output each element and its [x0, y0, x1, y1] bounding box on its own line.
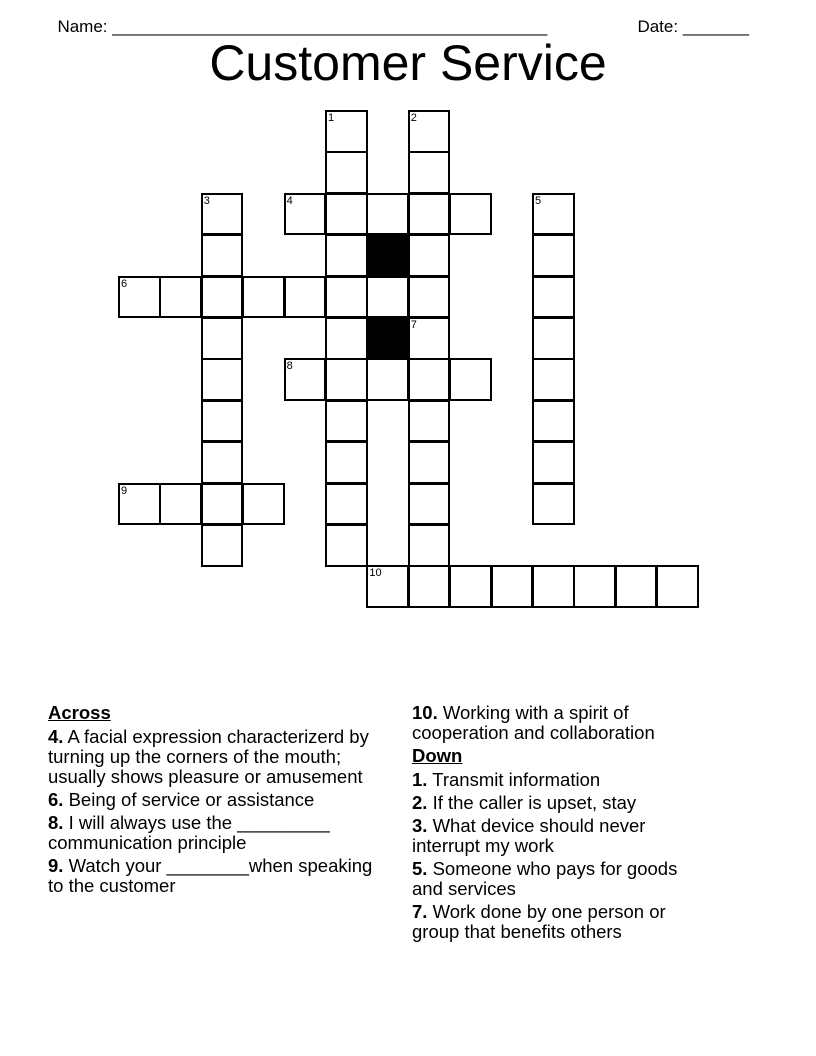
date-label: Date: [637, 17, 683, 36]
clue-number: 9 [121, 484, 128, 497]
answer-cell[interactable] [408, 565, 451, 608]
answer-cell[interactable] [201, 193, 244, 236]
across-heading: Across [48, 702, 111, 723]
answer-cell[interactable] [366, 193, 409, 236]
clue-across: 10. Working with a spirit of cooperation and collaboration [412, 702, 655, 743]
clue-down: 1. Transmit information [412, 769, 601, 790]
answer-cell[interactable] [325, 524, 368, 567]
answer-cell[interactable] [242, 276, 285, 319]
answer-cell[interactable] [201, 358, 244, 401]
answer-cell[interactable] [615, 565, 658, 608]
clue-number: 2 [410, 112, 417, 124]
answer-cell[interactable] [325, 441, 368, 484]
answer-cell[interactable] [201, 400, 244, 443]
clue-across: 4. A facial expression characterizerd by turning up the corners of the mouth; usually shows pleasure or amusement [48, 726, 369, 787]
answer-cell[interactable] [284, 276, 327, 319]
block-cell [366, 234, 409, 277]
answer-cell[interactable] [325, 317, 368, 360]
clue-number: 7 [410, 319, 417, 331]
clue-down: 3. What device should never interrupt my work [412, 815, 646, 856]
date-line[interactable]: _______ [682, 17, 749, 36]
answer-cell[interactable] [408, 110, 451, 153]
clue-down: 7. Work done by one person or group that benefits others [412, 901, 666, 942]
answer-cell[interactable] [118, 276, 161, 319]
name-label: Name: [57, 17, 113, 36]
answer-cell[interactable] [325, 110, 368, 153]
answer-cell[interactable] [325, 151, 368, 194]
answer-cell[interactable] [325, 400, 368, 443]
answer-cell[interactable] [408, 151, 451, 194]
answer-cell[interactable] [201, 276, 244, 319]
answer-cell[interactable] [242, 483, 285, 526]
clue-number: 1 [328, 112, 335, 124]
answer-cell[interactable] [532, 358, 575, 401]
clue-number: 4 [286, 194, 293, 207]
answer-cell[interactable] [408, 400, 451, 443]
block-cell [366, 317, 409, 360]
clue-number: 6 [121, 277, 128, 290]
answer-cell[interactable] [408, 358, 451, 401]
clues-column-left [48, 703, 383, 899]
answer-cell[interactable] [573, 565, 616, 608]
answer-cell[interactable] [159, 276, 202, 319]
answer-cell[interactable] [408, 441, 451, 484]
answer-cell[interactable] [325, 234, 368, 277]
answer-cell[interactable] [284, 193, 327, 236]
answer-cell[interactable] [408, 193, 451, 236]
answer-cell[interactable] [325, 358, 368, 401]
clue-across: 9. Watch your ________when speaking to the customer [48, 855, 373, 896]
answer-cell[interactable] [532, 400, 575, 443]
answer-cell[interactable] [532, 483, 575, 526]
answer-cell[interactable] [118, 483, 161, 526]
answer-cell[interactable] [201, 524, 244, 567]
answer-cell[interactable] [491, 565, 534, 608]
clue-number: 3 [203, 194, 210, 207]
answer-cell[interactable] [532, 441, 575, 484]
clue-down: 2. If the caller is upset, stay [412, 792, 637, 813]
answer-cell[interactable] [201, 317, 244, 360]
clue-down: 5. Someone who pays for goods and services [412, 858, 678, 899]
clue-number: 8 [286, 360, 293, 373]
answer-cell[interactable] [532, 234, 575, 277]
answer-cell[interactable] [408, 483, 451, 526]
answer-cell[interactable] [366, 358, 409, 401]
answer-cell[interactable] [201, 441, 244, 484]
answer-cell[interactable] [532, 276, 575, 319]
answer-cell[interactable] [408, 317, 451, 360]
answer-cell[interactable] [449, 358, 492, 401]
answer-cell[interactable] [325, 276, 368, 319]
clues-column-right [412, 703, 712, 945]
answer-cell[interactable] [159, 483, 202, 526]
clue-number: 5 [535, 194, 542, 207]
answer-cell[interactable] [366, 565, 409, 608]
answer-cell[interactable] [325, 483, 368, 526]
answer-cell[interactable] [532, 193, 575, 236]
answer-cell[interactable] [449, 565, 492, 608]
clue-number: 10 [369, 567, 382, 580]
answer-cell[interactable] [408, 276, 451, 319]
answer-cell[interactable] [408, 524, 451, 567]
answer-cell[interactable] [325, 193, 368, 236]
clue-across: 8. I will always use the _________ communication principle [48, 812, 330, 853]
answer-cell[interactable] [408, 234, 451, 277]
name-line[interactable]: ______________________________________________ [112, 17, 548, 36]
answer-cell[interactable] [284, 358, 327, 401]
answer-cell[interactable] [532, 317, 575, 360]
answer-cell[interactable] [201, 483, 244, 526]
answer-cell[interactable] [656, 565, 699, 608]
answer-cell[interactable] [366, 276, 409, 319]
answer-cell[interactable] [449, 193, 492, 236]
page-title: Customer Service [209, 35, 607, 91]
answer-cell[interactable] [201, 234, 244, 277]
clue-across: 6. Being of service or assistance [48, 789, 315, 810]
down-heading: Down [412, 745, 463, 766]
answer-cell[interactable] [532, 565, 575, 608]
